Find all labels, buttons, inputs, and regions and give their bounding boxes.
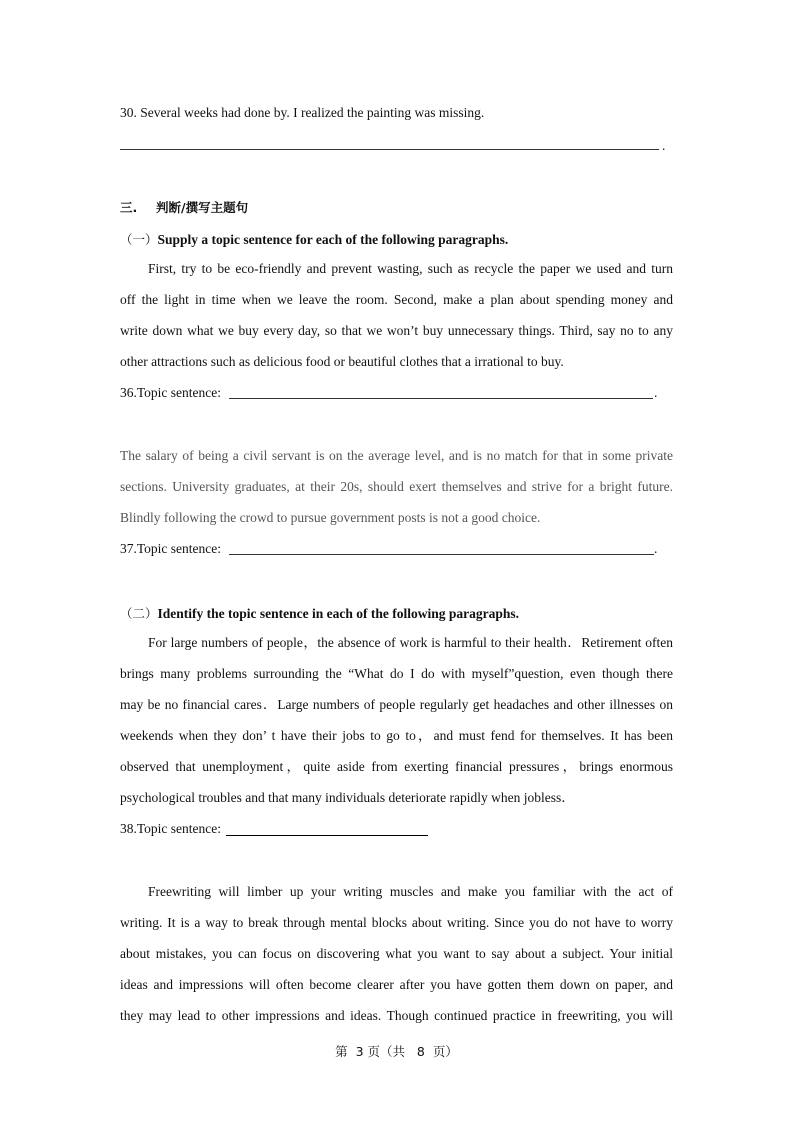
paragraph-line: about mistakes, you can focus on discovering what you want to say about a subject. Your initial xyxy=(120,946,673,961)
paragraph-line: weekends when they don’ t have their jobs to go to，and must fend for themselves. It has been xyxy=(120,728,673,743)
answer-line-38[interactable] xyxy=(226,835,428,836)
part-2-heading-text: Identify the topic sentence in each of the following paragraphs. xyxy=(157,606,520,621)
part-2-heading xyxy=(120,604,519,622)
part-2-prefix: （二） xyxy=(120,606,158,621)
answer-end-mark-36: . xyxy=(654,385,658,400)
answer-end-mark-30: . xyxy=(662,138,666,153)
paragraph-line: psychological troubles and that many individuals deteriorate rapidly when jobless． xyxy=(120,790,575,805)
part-1-heading xyxy=(120,230,508,248)
answer-end-mark-37: . xyxy=(654,541,658,556)
paragraph-line: Freewriting will limber up your writing muscles and make you familiar with the act of xyxy=(148,884,673,899)
paragraph-line: off the light in time when we leave the room. Second, make a plan about spending money and xyxy=(120,292,673,307)
paragraph-line: sections. University graduates, at their 20s, should exert themselves and strive for a bright future. xyxy=(120,479,673,494)
question-30-text: 30. Several weeks had done by. I realized the painting was missing. xyxy=(120,105,485,120)
paragraph-line: First, try to be eco-friendly and prevent wasting, such as recycle the paper we used and turn xyxy=(148,261,673,276)
part-1-prefix: （一） xyxy=(120,232,158,247)
question-36-label: 36.Topic sentence: xyxy=(120,385,222,400)
section-number: 三. xyxy=(120,200,138,215)
answer-line-30[interactable] xyxy=(120,149,659,150)
question-38-label: 38.Topic sentence: xyxy=(120,821,222,836)
answer-line-36[interactable] xyxy=(229,398,653,399)
question-37-label: 37.Topic sentence: xyxy=(120,541,222,556)
paragraph-line: ideas and impressions will often become clearer after you have gotten them down on paper, and xyxy=(120,977,673,992)
paragraph-line: For large numbers of people，the absence of work is harmful to their health．Retirement often xyxy=(148,635,673,650)
paragraph-line: other attractions such as delicious food or beautiful clothes that a irrational to buy. xyxy=(120,354,564,369)
section-title: 判断/撰写主题句 xyxy=(156,200,249,215)
answer-line-37[interactable] xyxy=(229,554,654,555)
paragraph-line: observed that unemployment，quite aside from exerting financial pressures，brings enormous xyxy=(120,759,673,774)
paragraph-line: writing. It is a way to break through mental blocks about writing. Since you do not have to worry xyxy=(120,915,673,930)
page-footer: 第 3 页（共 8 页） xyxy=(335,1044,458,1059)
paragraph-line: they may lead to other impressions and ideas. Though continued practice in freewriting, you will xyxy=(120,1008,673,1023)
paragraph-line: The salary of being a civil servant is on the average level, and is no match for that in some private xyxy=(120,448,673,463)
part-1-heading-text: Supply a topic sentence for each of the following paragraphs. xyxy=(157,232,509,247)
paragraph-line: write down what we buy every day, so that we won’t buy unnecessary things. Third, say no to any xyxy=(120,323,673,338)
paragraph-line: may be no financial cares．Large numbers of people regularly get headaches and other illnesses on xyxy=(120,697,673,712)
paragraph-line: Blindly following the crowd to pursue government posts is not a good choice. xyxy=(120,510,541,525)
paragraph-line: brings many problems surrounding the “What do I do with myself”question, even though there xyxy=(120,666,673,681)
